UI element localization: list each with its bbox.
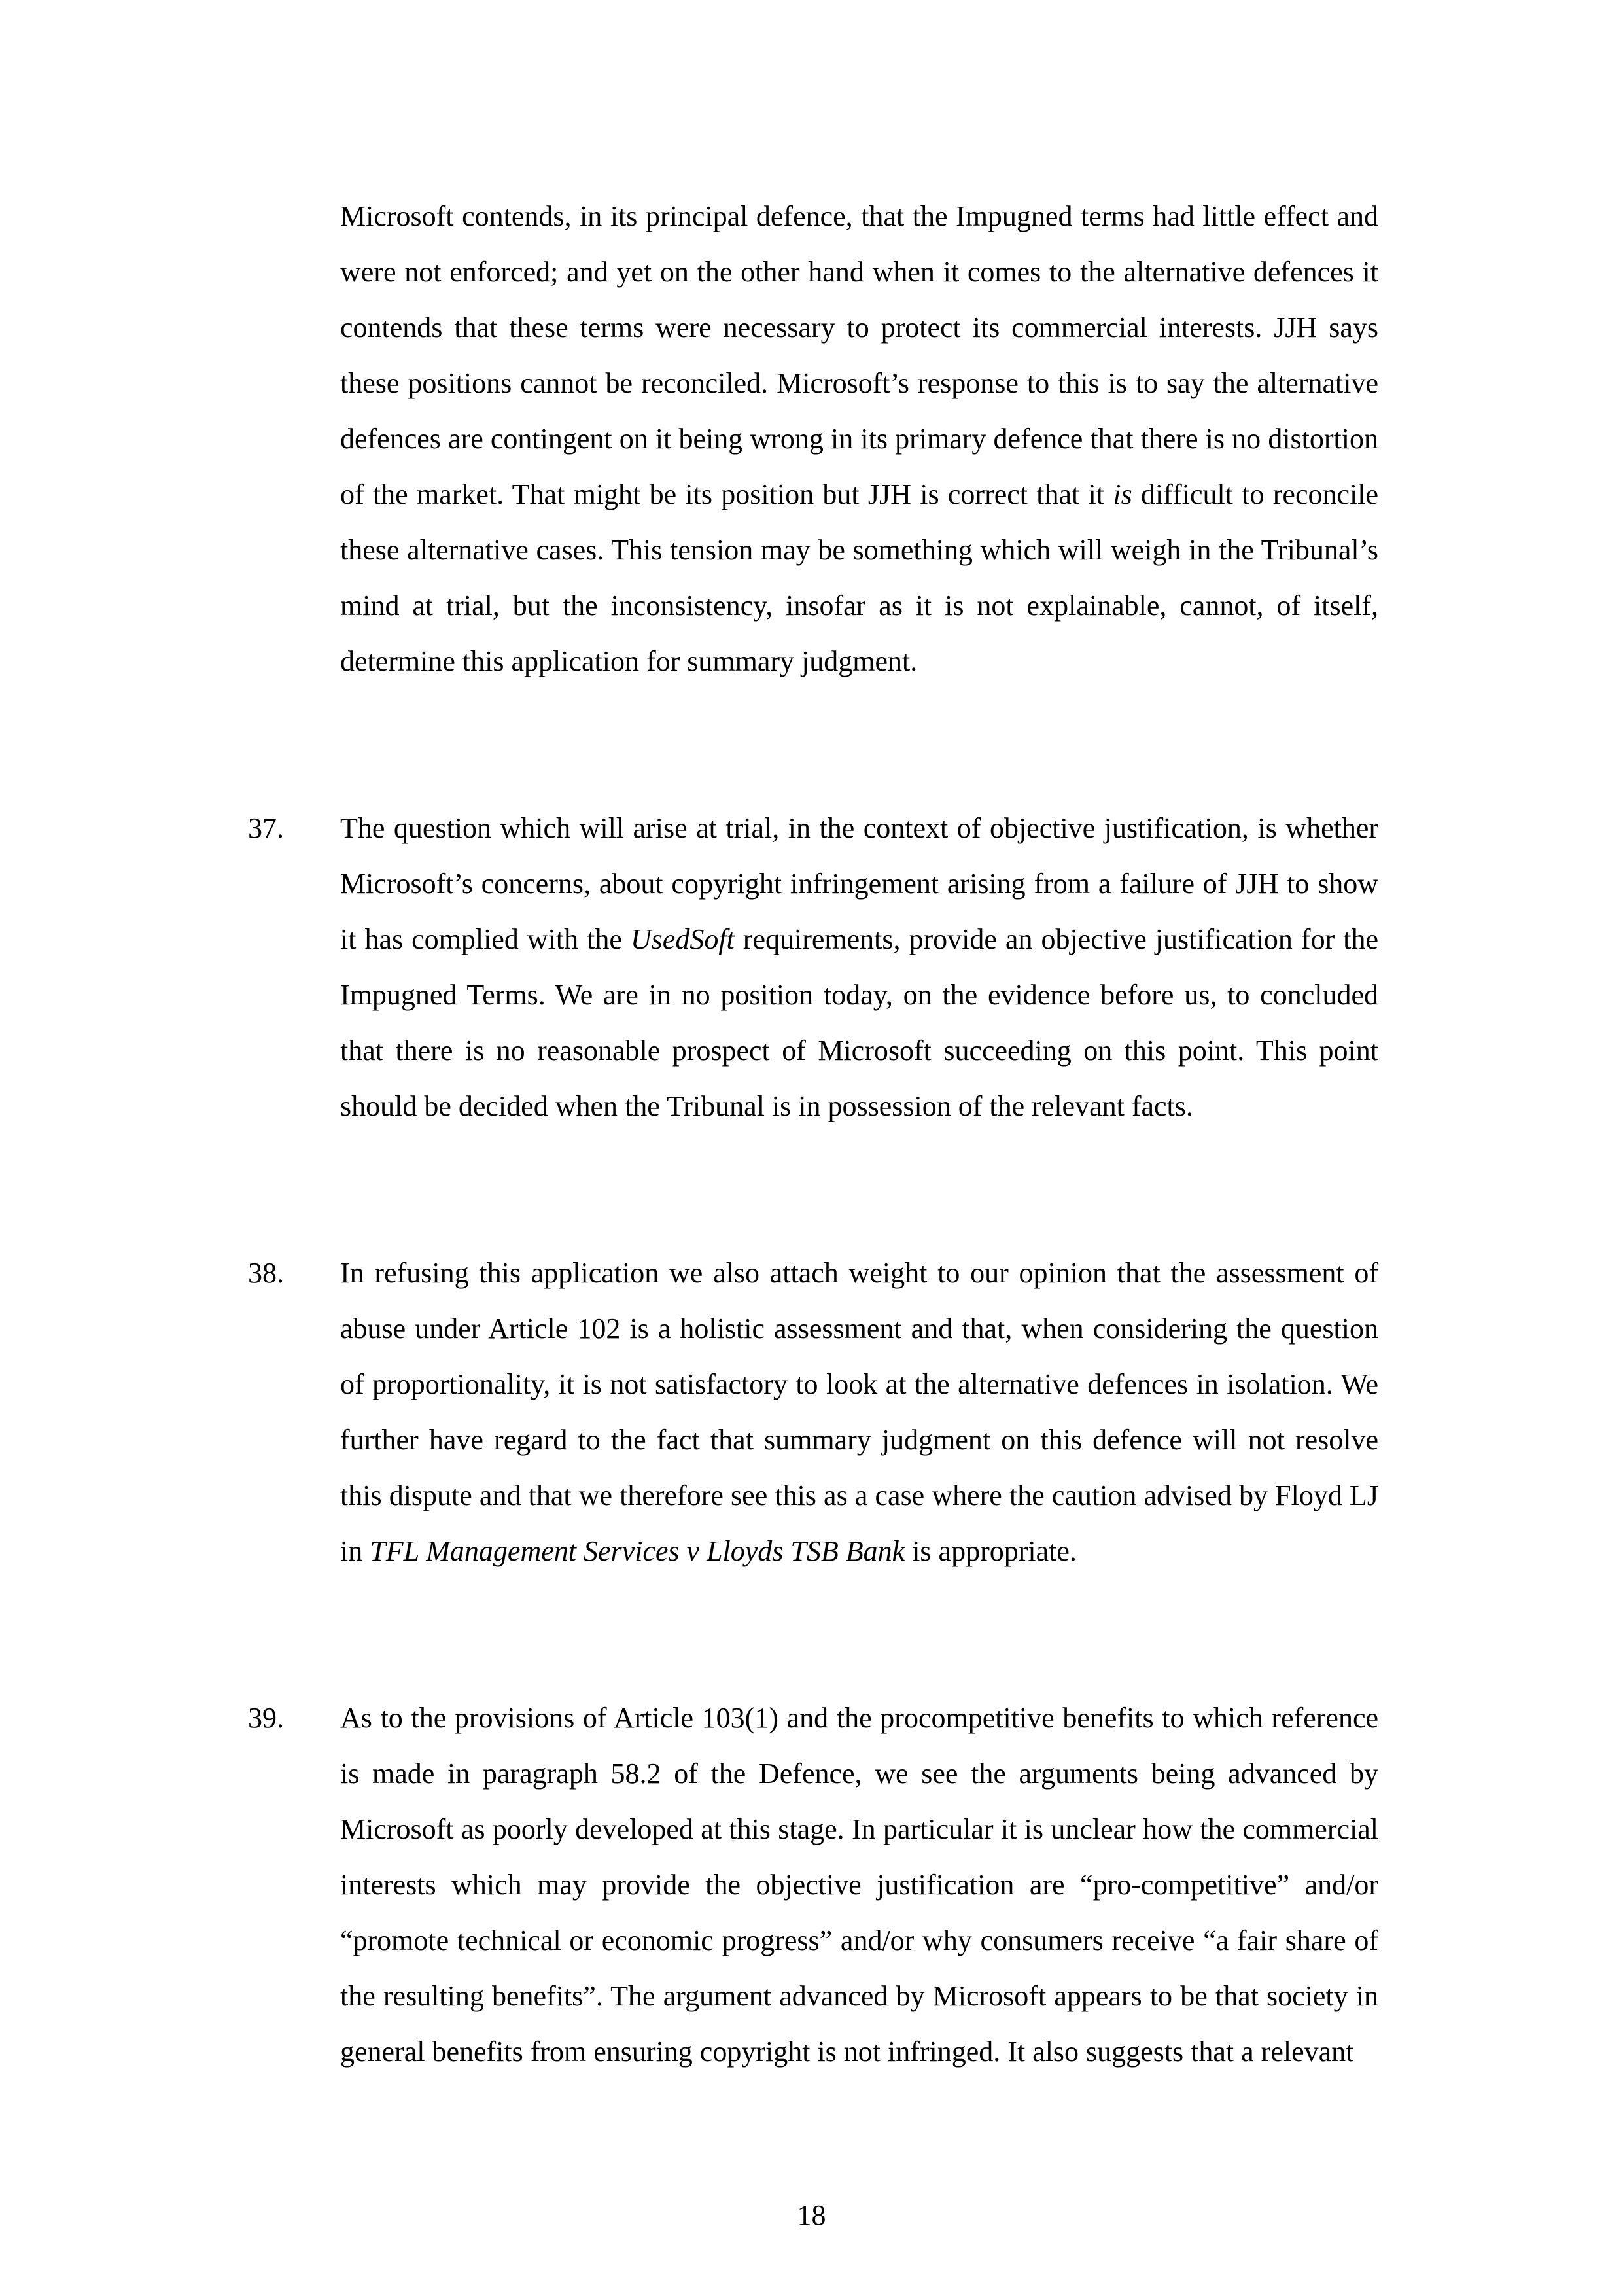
paragraph-number: 38. (248, 1257, 284, 1289)
paragraph-text: difficult to reconcile these alternative cases. This tension may be something which will weigh in the Tribunal’s mind at trial, but the inconsistency, insofar as it is not explainable, cannot, of itself, determine this application for summary judgment. (340, 478, 1378, 677)
paragraph-text-italic: UsedSoft (630, 923, 735, 955)
page-number: 18 (797, 2199, 826, 2231)
paragraph-text: The question which will arise at trial, in the context of objective justification, is whether Microsoft’s concerns, about copyright infringement arising from a failure of JJH to show it has complied with the (340, 812, 1378, 955)
paragraph-number: 39. (248, 1702, 284, 1734)
paragraph-37 (248, 800, 1378, 1134)
paragraph-number: 37. (248, 812, 284, 844)
paragraph-38 (248, 1245, 1378, 1579)
paragraph-text: requirements, provide an objective justification for the Impugned Terms. We are in no position today, on the evidence before us, to concluded that there is no reasonable prospect of Microsoft succeeding on this point. This point should be decided when the Tribunal is in possession of the relevant facts. (340, 923, 1378, 1122)
paragraph-text-italic: TFL Management Services v Lloyds TSB Bank (370, 1535, 905, 1567)
paragraph-continuation (340, 188, 1378, 689)
paragraph-text: Microsoft contends, in its principal defence, that the Impugned terms had little effect and were not enforced; and yet on the other hand when it comes to the alternative defences it contends that these terms were necessary to protect its commercial interests. JJH says these positions cannot be reconciled. Microsoft’s response to this is to say the alternative defences are contingent on it being wrong in its primary defence that there is no distortion of the market. That might be its position but JJH is correct that it (340, 200, 1378, 510)
paragraph-text: In refusing this application we also attach weight to our opinion that the assessment of abuse under Article 102 is a holistic assessment and that, when considering the question of proportionality, it is not satisfactory to look at the alternative defences in isolation. We further have regard to the fact that summary judgment on this defence will not resolve this dispute and that we therefore see this as a case where the caution advised by Floyd LJ in (340, 1257, 1378, 1567)
paragraph-text-italic: is (1113, 478, 1132, 510)
paragraph-39 (248, 1690, 1378, 2079)
paragraph-text: is appropriate. (905, 1535, 1077, 1567)
paragraph-text: As to the provisions of Article 103(1) and the procompetitive benefits to which reference is made in paragraph 58.2 of the Defence, we see the arguments being advanced by Microsoft as poorly developed at this stage. In particular it is unclear how the commercial interests which may provide the objective justification are “pro-competitive” and/or “promote technical or economic progress” and/or why consumers receive “a fair share of the resulting benefits”. The argument advanced by Microsoft appears to be that society in general benefits from ensuring copyright is not infringed. It also suggests that a relevant (340, 1702, 1378, 2068)
